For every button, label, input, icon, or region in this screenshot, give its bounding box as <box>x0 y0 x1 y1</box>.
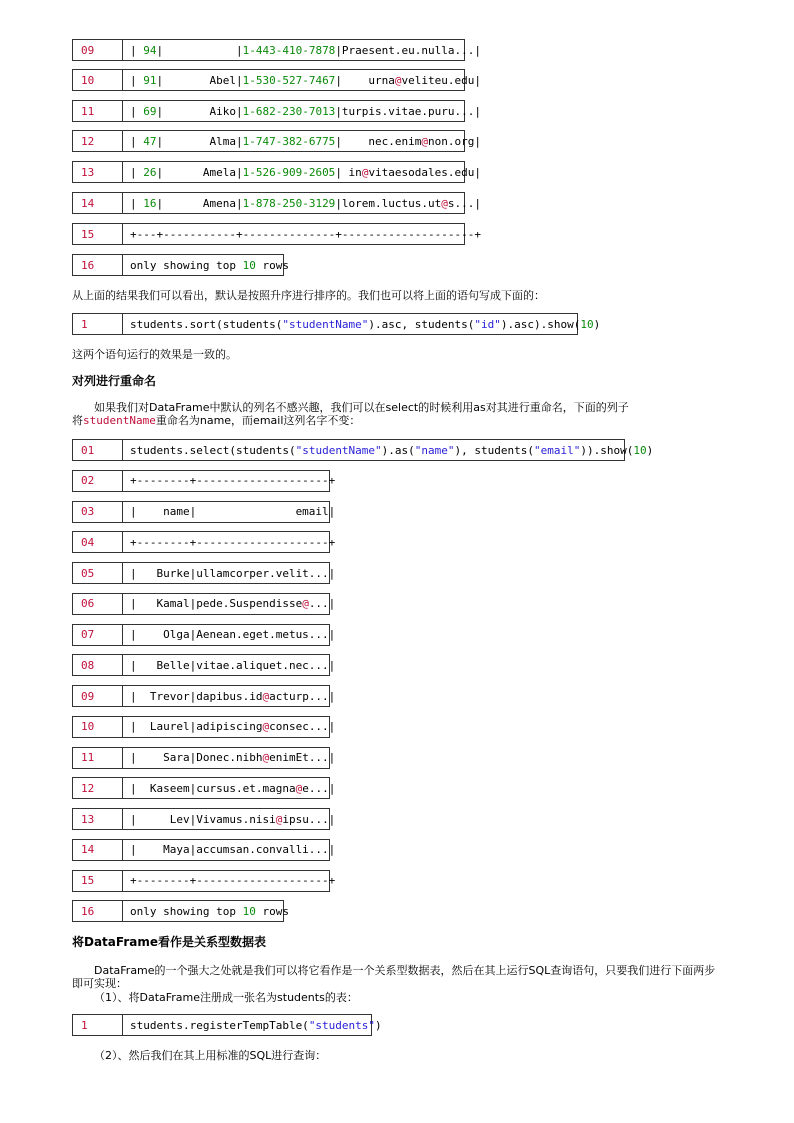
line-number: 08 <box>73 655 123 675</box>
code-row <box>72 470 336 492</box>
line-number: 09 <box>73 686 123 706</box>
line-number: 11 <box>73 101 123 121</box>
code-line: | name| email| <box>130 505 336 518</box>
line-number: 14 <box>73 840 123 860</box>
paragraph-rename-intro <box>72 401 722 414</box>
code-row <box>72 1014 382 1036</box>
code-row <box>72 900 289 922</box>
code-line: | 16 | Amena| 1-878-250-3129 |lorem.luctus.ut @ s...| <box>130 196 482 210</box>
code-line: students.select(students( "studentName" ).as( "name" ), students( "email" )).show( 10 ) <box>130 443 654 457</box>
line-number: 01 <box>73 440 123 460</box>
code-row <box>72 69 482 91</box>
code-row <box>72 562 336 584</box>
paragraph-rename-intro-2 <box>72 414 722 427</box>
code-row <box>72 39 482 61</box>
code-row <box>72 100 482 122</box>
line-number: 11 <box>73 748 123 768</box>
code-line: students.registerTempTable( "students" ) <box>130 1018 382 1032</box>
code-line: | 47 | Alma| 1-747-382-6775 | nec.enim @ non.org| <box>130 134 482 148</box>
line-number: 16 <box>73 901 123 921</box>
code-row <box>72 716 336 738</box>
code-row <box>72 593 336 615</box>
line-number: 16 <box>73 255 123 275</box>
code-line: students.sort(students( "studentName" ).asc, students( "id" ).asc).show( 10 ) <box>130 317 601 331</box>
code-row <box>72 439 654 461</box>
code-row <box>72 223 481 245</box>
paragraph-sort-note: 从上面的结果我们可以看出，默认是按照升序进行排序的。我们也可以将上面的语句写成下面的： <box>72 289 545 302</box>
rename-intro-pre: 将 <box>72 414 83 427</box>
paragraph-step1: （1）、将DataFrame注册成一张名为students的表： <box>94 991 358 1004</box>
line-number: 03 <box>73 502 123 522</box>
code-line: +--------+--------------------+ <box>130 535 336 549</box>
code-line: +--------+--------------------+ <box>130 874 336 887</box>
code-line: | Burke|ullamcorper.velit...| <box>130 566 336 580</box>
code-row <box>72 685 336 707</box>
code-line: | Maya|accumsan.convalli...| <box>130 843 336 857</box>
line-number: 1 <box>73 314 123 334</box>
line-number: 14 <box>73 193 123 213</box>
line-number: 06 <box>73 594 123 614</box>
code-row <box>72 501 336 523</box>
paragraph-step2: （2）、然后我们在其上用标准的SQL进行查询： <box>94 1049 327 1062</box>
code-line: | Kaseem|cursus.et.magna @ e...| <box>130 781 336 795</box>
code-row <box>72 839 336 861</box>
code-line: | Belle|vitae.aliquet.nec...| <box>130 658 336 672</box>
code-row <box>72 130 482 152</box>
code-row <box>72 624 336 646</box>
line-number: 10 <box>73 70 123 90</box>
paragraph-same-effect: 这两个语句运行的效果是一致的。 <box>72 348 237 361</box>
code-line: | Laurel|adipiscing @ consec...| <box>130 720 336 734</box>
line-number: 02 <box>73 471 123 491</box>
code-row <box>72 654 336 676</box>
code-line: | 26 | Amela| 1-526-909-2605 | in @ vitaesodales.edu| <box>130 165 482 179</box>
inline-code-studentName: studentName <box>83 414 156 427</box>
rename-intro-post: 重命名为name，而email这列名字不变： <box>155 414 361 427</box>
line-number: 09 <box>73 40 123 60</box>
line-number: 15 <box>73 871 123 891</box>
code-row <box>72 254 289 276</box>
code-line: | 94 | | 1-443-410-7878 |Praesent.eu.nulla...| <box>130 43 482 57</box>
code-row <box>72 313 601 335</box>
line-number: 13 <box>73 809 123 829</box>
code-row <box>72 808 336 830</box>
code-line: | Kamal|pede.Suspendisse @ ...| <box>130 597 336 611</box>
paragraph-relational-intro: DataFrame的一个强大之处就是我们可以将它看作是一个关系型数据表，然后在其上运行SQL查询语句，只要我们进行下面两步即可实现： <box>72 964 716 990</box>
line-number: 10 <box>73 717 123 737</box>
line-number: 05 <box>73 563 123 583</box>
code-row <box>72 161 482 183</box>
line-number: 12 <box>73 131 123 151</box>
code-line: only showing top 10 rows <box>130 904 289 918</box>
code-line: | 69 | Aiko| 1-682-230-7013 |turpis.vitae.puru...| <box>130 104 482 118</box>
code-row <box>72 870 336 892</box>
code-line: | Sara|Donec.nibh @ enimEt...| <box>130 751 336 764</box>
code-line: +--------+--------------------+ <box>130 474 336 488</box>
code-row <box>72 531 336 553</box>
line-number: 12 <box>73 778 123 798</box>
code-line: | Olga|Aenean.eget.metus...| <box>130 628 336 641</box>
code-row <box>72 747 336 769</box>
code-line: | 91 | Abel| 1-530-527-7467 | urna @ veliteu.edu| <box>130 73 482 87</box>
line-number: 07 <box>73 625 123 645</box>
code-row <box>72 192 482 214</box>
code-line: | Trevor|dapibus.id @ acturp...| <box>130 689 336 703</box>
section-heading-rename: 对列进行重命名 <box>72 374 157 388</box>
line-number: 13 <box>73 162 123 182</box>
code-line: +---+-----------+--------------+--------------------+ <box>130 227 481 241</box>
line-number: 04 <box>73 532 123 552</box>
code-line: only showing top 10 rows <box>130 258 289 272</box>
code-row <box>72 777 336 799</box>
code-line: | Lev|Vivamus.nisi @ ipsu...| <box>130 812 336 826</box>
rename-intro-line1: 如果我们对DataFrame中默认的列名不感兴趣，我们可以在select的时候利用as对其进行重命名，下面的列子 <box>94 401 629 414</box>
section-heading-relational: 将DataFrame看作是关系型数据表 <box>72 935 266 949</box>
line-number: 1 <box>73 1015 123 1035</box>
line-number: 15 <box>73 224 123 244</box>
